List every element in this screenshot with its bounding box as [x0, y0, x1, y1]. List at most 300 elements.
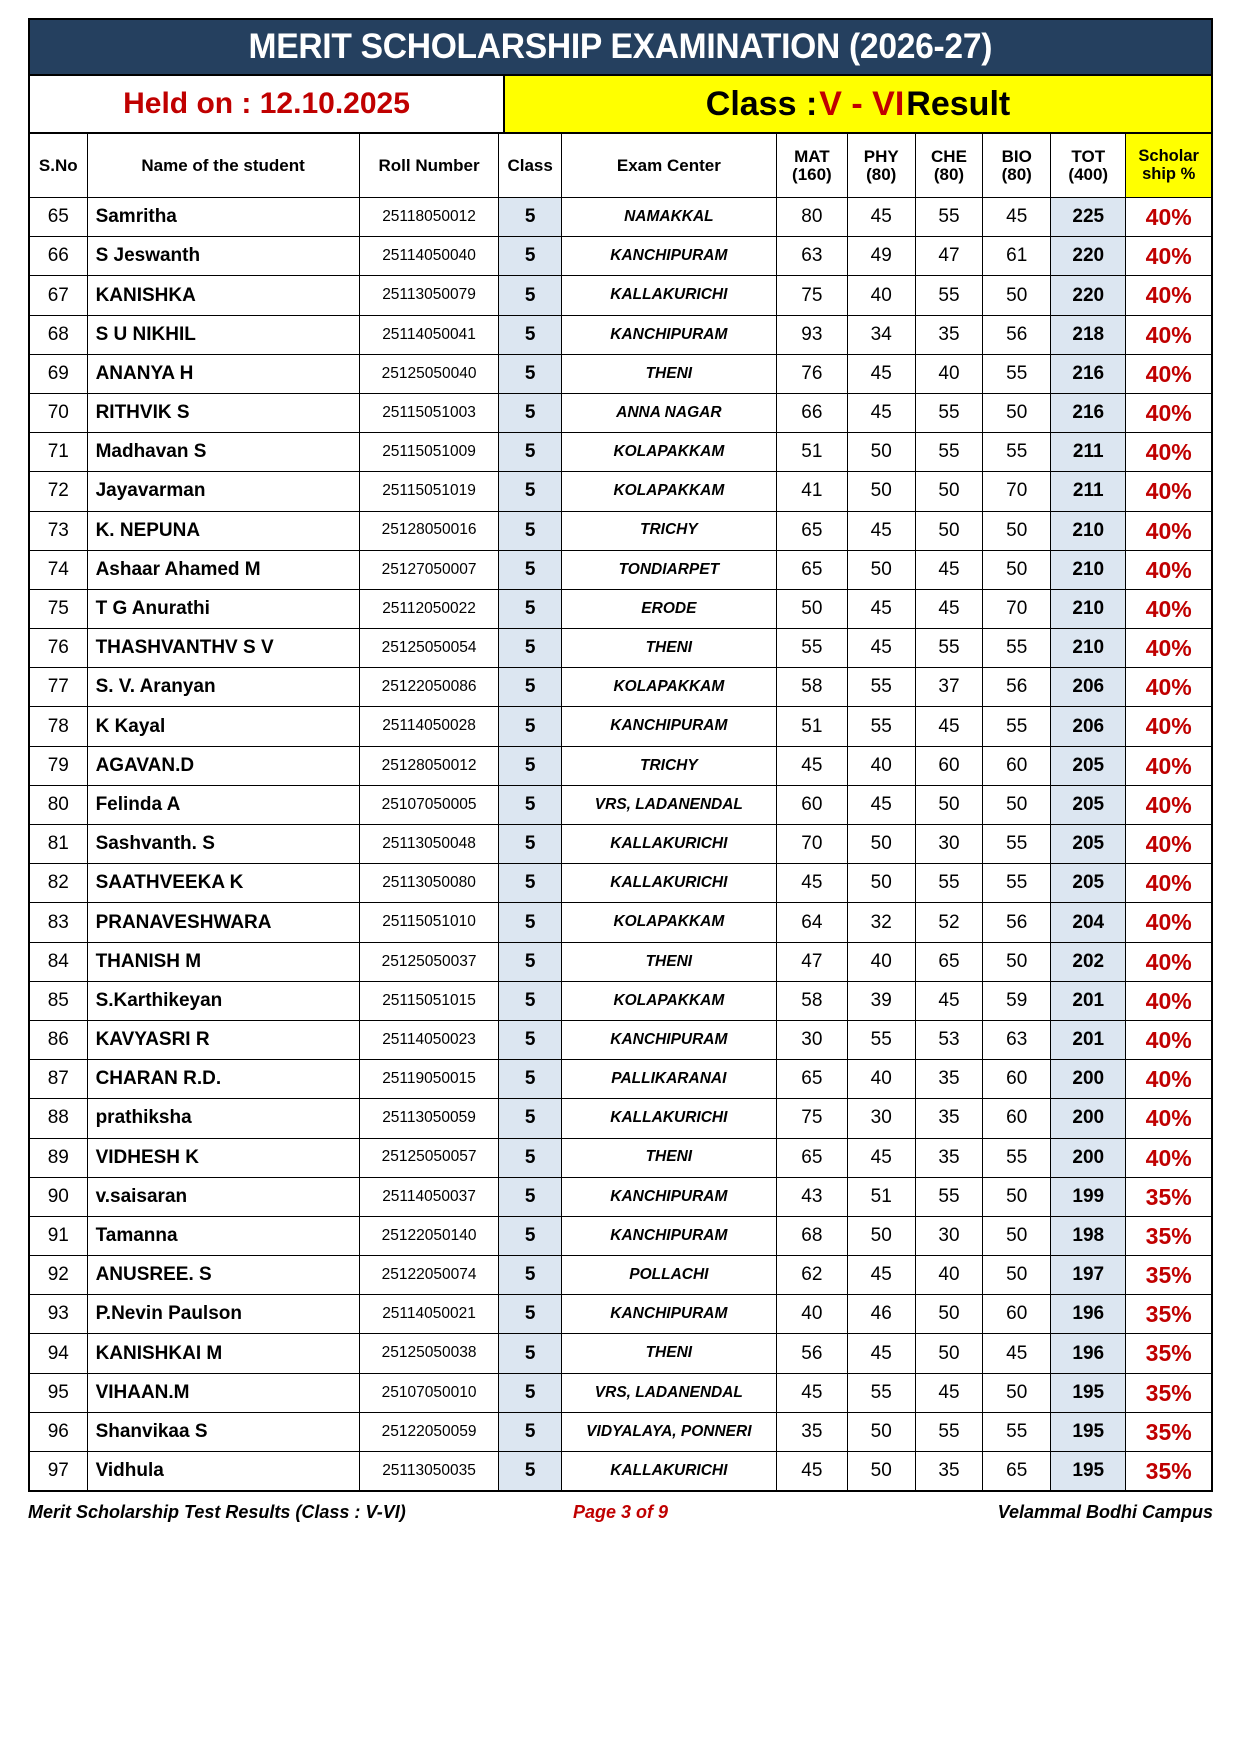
cell-phy: 40 — [847, 942, 915, 981]
cell-mat: 93 — [776, 315, 847, 354]
cell-bio: 50 — [983, 393, 1051, 432]
cell-roll: 25122050074 — [359, 1256, 499, 1295]
cell-class: 5 — [499, 1295, 561, 1334]
cell-tot: 210 — [1051, 589, 1126, 628]
cell-bio: 70 — [983, 589, 1051, 628]
cell-roll: 25128050012 — [359, 746, 499, 785]
table-row — [29, 864, 1212, 903]
cell-bio: 55 — [983, 1412, 1051, 1451]
cell-tot: 196 — [1051, 1295, 1126, 1334]
cell-tot: 210 — [1051, 629, 1126, 668]
cell-tot: 199 — [1051, 1177, 1126, 1216]
table-row — [29, 903, 1212, 942]
cell-roll: 25118050012 — [359, 198, 499, 237]
cell-phy: 49 — [847, 237, 915, 276]
cell-name: Ashaar Ahamed M — [87, 550, 359, 589]
cell-sch: 40% — [1126, 1020, 1212, 1059]
cell-che: 55 — [915, 198, 983, 237]
cell-phy: 50 — [847, 1216, 915, 1255]
cell-center: ANNA NAGAR — [561, 393, 776, 432]
cell-class: 5 — [499, 864, 561, 903]
cell-tot: 218 — [1051, 315, 1126, 354]
cell-che: 65 — [915, 942, 983, 981]
cell-che: 35 — [915, 1452, 983, 1491]
cell-center: KANCHIPURAM — [561, 1295, 776, 1334]
column-header-tot — [1051, 134, 1126, 198]
cell-name: KANISHKAI M — [87, 1334, 359, 1373]
cell-tot: 205 — [1051, 746, 1126, 785]
cell-roll: 25107050005 — [359, 785, 499, 824]
cell-sno: 85 — [29, 981, 87, 1020]
cell-mat: 75 — [776, 276, 847, 315]
cell-phy: 40 — [847, 746, 915, 785]
cell-center: VIDYALAYA, PONNERI — [561, 1412, 776, 1451]
cell-roll: 25114050037 — [359, 1177, 499, 1216]
cell-tot: 206 — [1051, 707, 1126, 746]
cell-roll: 25107050010 — [359, 1373, 499, 1412]
cell-roll: 25115051010 — [359, 903, 499, 942]
cell-phy: 45 — [847, 1256, 915, 1295]
cell-tot: 220 — [1051, 276, 1126, 315]
cell-sch: 40% — [1126, 746, 1212, 785]
cell-mat: 55 — [776, 629, 847, 668]
cell-name: VIDHESH K — [87, 1138, 359, 1177]
cell-name: PRANAVESHWARA — [87, 903, 359, 942]
cell-sno: 88 — [29, 1099, 87, 1138]
cell-che: 55 — [915, 1177, 983, 1216]
cell-sch: 40% — [1126, 707, 1212, 746]
cell-roll: 25127050007 — [359, 550, 499, 589]
cell-roll: 25115051009 — [359, 433, 499, 472]
cell-phy: 50 — [847, 1412, 915, 1451]
cell-class: 5 — [499, 1256, 561, 1295]
cell-tot: 216 — [1051, 393, 1126, 432]
cell-class: 5 — [499, 589, 561, 628]
cell-bio: 60 — [983, 746, 1051, 785]
cell-bio: 70 — [983, 472, 1051, 511]
cell-class: 5 — [499, 746, 561, 785]
table-row — [29, 981, 1212, 1020]
cell-che: 45 — [915, 550, 983, 589]
cell-name: Samritha — [87, 198, 359, 237]
cell-sno: 95 — [29, 1373, 87, 1412]
table-row — [29, 1334, 1212, 1373]
column-header-sublabel: (80) — [866, 164, 897, 184]
cell-roll: 25113050080 — [359, 864, 499, 903]
column-header-label: Class — [507, 155, 553, 175]
cell-sch: 40% — [1126, 472, 1212, 511]
cell-class: 5 — [499, 668, 561, 707]
cell-sno: 69 — [29, 354, 87, 393]
cell-che: 50 — [915, 1295, 983, 1334]
cell-sch: 40% — [1126, 315, 1212, 354]
cell-sno: 76 — [29, 629, 87, 668]
exam-title-banner — [28, 18, 1213, 76]
cell-sno: 77 — [29, 668, 87, 707]
cell-tot: 200 — [1051, 1138, 1126, 1177]
cell-name: S U NIKHIL — [87, 315, 359, 354]
table-row — [29, 785, 1212, 824]
column-header-label: S.No — [38, 155, 78, 175]
cell-mat: 63 — [776, 237, 847, 276]
cell-mat: 51 — [776, 707, 847, 746]
cell-bio: 61 — [983, 237, 1051, 276]
cell-phy: 50 — [847, 433, 915, 472]
cell-mat: 68 — [776, 1216, 847, 1255]
cell-bio: 50 — [983, 276, 1051, 315]
cell-mat: 65 — [776, 1138, 847, 1177]
cell-roll: 25114050040 — [359, 237, 499, 276]
cell-name: S. V. Aranyan — [87, 668, 359, 707]
cell-sno: 90 — [29, 1177, 87, 1216]
cell-center: KALLAKURICHI — [561, 1099, 776, 1138]
cell-mat: 45 — [776, 1373, 847, 1412]
table-row — [29, 198, 1212, 237]
cell-bio: 55 — [983, 354, 1051, 393]
table-row — [29, 707, 1212, 746]
cell-sno: 72 — [29, 472, 87, 511]
cell-che: 45 — [915, 981, 983, 1020]
cell-phy: 32 — [847, 903, 915, 942]
cell-sch: 40% — [1126, 511, 1212, 550]
cell-name: v.saisaran — [87, 1177, 359, 1216]
cell-tot: 201 — [1051, 981, 1126, 1020]
cell-tot: 197 — [1051, 1256, 1126, 1295]
table-row — [29, 668, 1212, 707]
cell-che: 40 — [915, 354, 983, 393]
cell-name: prathiksha — [87, 1099, 359, 1138]
column-header-label: PHY — [863, 146, 899, 166]
table-row — [29, 825, 1212, 864]
cell-che: 47 — [915, 237, 983, 276]
cell-sch: 40% — [1126, 785, 1212, 824]
cell-sch: 35% — [1126, 1334, 1212, 1373]
cell-sno: 97 — [29, 1452, 87, 1491]
cell-sch: 40% — [1126, 276, 1212, 315]
cell-roll: 25125050038 — [359, 1334, 499, 1373]
cell-bio: 55 — [983, 1138, 1051, 1177]
cell-sch: 40% — [1126, 825, 1212, 864]
cell-class: 5 — [499, 1412, 561, 1451]
cell-mat: 56 — [776, 1334, 847, 1373]
column-header-label: Exam Center — [616, 155, 721, 175]
cell-center: KANCHIPURAM — [561, 315, 776, 354]
cell-phy: 55 — [847, 1373, 915, 1412]
cell-bio: 60 — [983, 1099, 1051, 1138]
cell-mat: 65 — [776, 550, 847, 589]
subheader-bar — [28, 76, 1213, 134]
cell-bio: 60 — [983, 1295, 1051, 1334]
cell-phy: 45 — [847, 589, 915, 628]
column-header-class — [499, 134, 561, 198]
cell-center: KOLAPAKKAM — [561, 668, 776, 707]
cell-tot: 198 — [1051, 1216, 1126, 1255]
cell-roll: 25113050079 — [359, 276, 499, 315]
cell-name: THASHVANTHV S V — [87, 629, 359, 668]
cell-class: 5 — [499, 1138, 561, 1177]
cell-class: 5 — [499, 629, 561, 668]
table-row — [29, 1020, 1212, 1059]
cell-tot: 220 — [1051, 237, 1126, 276]
cell-che: 45 — [915, 1373, 983, 1412]
table-row — [29, 276, 1212, 315]
cell-sch: 40% — [1126, 668, 1212, 707]
table-row — [29, 1177, 1212, 1216]
cell-class: 5 — [499, 825, 561, 864]
page-title: MERIT SCHOLARSHIP EXAMINATION (2026-27) — [248, 27, 993, 66]
cell-bio: 55 — [983, 433, 1051, 472]
column-header-label: Scholar — [1138, 147, 1199, 166]
class-value: V - VI — [819, 84, 905, 123]
cell-center: THENI — [561, 1334, 776, 1373]
cell-che: 35 — [915, 1138, 983, 1177]
cell-sch: 35% — [1126, 1295, 1212, 1334]
cell-center: THENI — [561, 942, 776, 981]
cell-bio: 50 — [983, 1256, 1051, 1295]
cell-center: KANCHIPURAM — [561, 1216, 776, 1255]
cell-sno: 84 — [29, 942, 87, 981]
table-row — [29, 237, 1212, 276]
cell-name: ANUSREE. S — [87, 1256, 359, 1295]
cell-class: 5 — [499, 942, 561, 981]
page-number: Page 3 of 9 — [572, 1501, 669, 1522]
footer-right-text: Velammal Bodhi Campus — [997, 1501, 1213, 1522]
cell-tot: 202 — [1051, 942, 1126, 981]
cell-sch: 40% — [1126, 550, 1212, 589]
cell-mat: 40 — [776, 1295, 847, 1334]
cell-roll: 25114050028 — [359, 707, 499, 746]
cell-sno: 94 — [29, 1334, 87, 1373]
table-row — [29, 472, 1212, 511]
cell-name: S.Karthikeyan — [87, 981, 359, 1020]
cell-sch: 35% — [1126, 1256, 1212, 1295]
cell-center: THENI — [561, 1138, 776, 1177]
cell-center: KANCHIPURAM — [561, 1177, 776, 1216]
cell-tot: 196 — [1051, 1334, 1126, 1373]
cell-sch: 40% — [1126, 1138, 1212, 1177]
cell-sno: 81 — [29, 825, 87, 864]
cell-sch: 40% — [1126, 981, 1212, 1020]
cell-center: KOLAPAKKAM — [561, 433, 776, 472]
cell-roll: 25115051015 — [359, 981, 499, 1020]
cell-mat: 51 — [776, 433, 847, 472]
table-row — [29, 1060, 1212, 1099]
cell-phy: 50 — [847, 550, 915, 589]
cell-mat: 43 — [776, 1177, 847, 1216]
cell-sch: 40% — [1126, 864, 1212, 903]
cell-che: 40 — [915, 1256, 983, 1295]
cell-che: 50 — [915, 472, 983, 511]
cell-phy: 45 — [847, 393, 915, 432]
cell-bio: 59 — [983, 981, 1051, 1020]
cell-bio: 65 — [983, 1452, 1051, 1491]
cell-che: 53 — [915, 1020, 983, 1059]
table-header — [29, 134, 1212, 198]
cell-che: 35 — [915, 315, 983, 354]
cell-center: PALLIKARANAI — [561, 1060, 776, 1099]
cell-name: ANANYA H — [87, 354, 359, 393]
cell-sno: 86 — [29, 1020, 87, 1059]
cell-che: 50 — [915, 511, 983, 550]
cell-class: 5 — [499, 1334, 561, 1373]
cell-class: 5 — [499, 785, 561, 824]
cell-class: 5 — [499, 1060, 561, 1099]
cell-name: KAVYASRI R — [87, 1020, 359, 1059]
cell-sno: 66 — [29, 237, 87, 276]
cell-center: POLLACHI — [561, 1256, 776, 1295]
cell-tot: 211 — [1051, 433, 1126, 472]
table-row — [29, 1373, 1212, 1412]
cell-phy: 50 — [847, 1452, 915, 1491]
cell-che: 52 — [915, 903, 983, 942]
cell-center: KANCHIPURAM — [561, 707, 776, 746]
cell-phy: 40 — [847, 1060, 915, 1099]
cell-sch: 40% — [1126, 198, 1212, 237]
cell-bio: 55 — [983, 864, 1051, 903]
cell-class: 5 — [499, 707, 561, 746]
cell-tot: 200 — [1051, 1060, 1126, 1099]
column-header-phy — [847, 134, 915, 198]
cell-roll: 25125050054 — [359, 629, 499, 668]
cell-class: 5 — [499, 198, 561, 237]
cell-sno: 70 — [29, 393, 87, 432]
table-row — [29, 1452, 1212, 1491]
cell-class: 5 — [499, 903, 561, 942]
cell-mat: 62 — [776, 1256, 847, 1295]
cell-mat: 45 — [776, 864, 847, 903]
cell-roll: 25115051003 — [359, 393, 499, 432]
cell-mat: 35 — [776, 1412, 847, 1451]
table-row — [29, 315, 1212, 354]
cell-che: 30 — [915, 1216, 983, 1255]
cell-sno: 93 — [29, 1295, 87, 1334]
column-header-name — [87, 134, 359, 198]
cell-bio: 56 — [983, 903, 1051, 942]
table-row — [29, 433, 1212, 472]
cell-roll: 25114050023 — [359, 1020, 499, 1059]
page-footer — [28, 1502, 1213, 1523]
cell-sch: 35% — [1126, 1177, 1212, 1216]
cell-sno: 83 — [29, 903, 87, 942]
cell-tot: 195 — [1051, 1412, 1126, 1451]
cell-sno: 96 — [29, 1412, 87, 1451]
cell-bio: 50 — [983, 942, 1051, 981]
cell-sch: 35% — [1126, 1216, 1212, 1255]
cell-phy: 46 — [847, 1295, 915, 1334]
cell-phy: 55 — [847, 707, 915, 746]
cell-che: 55 — [915, 276, 983, 315]
cell-sch: 40% — [1126, 629, 1212, 668]
cell-roll: 25113050059 — [359, 1099, 499, 1138]
column-header-sublabel: (80) — [933, 164, 965, 184]
cell-name: Sashvanth. S — [87, 825, 359, 864]
cell-mat: 58 — [776, 668, 847, 707]
cell-tot: 210 — [1051, 550, 1126, 589]
cell-phy: 45 — [847, 785, 915, 824]
cell-sno: 82 — [29, 864, 87, 903]
cell-sch: 35% — [1126, 1373, 1212, 1412]
cell-center: TRICHY — [561, 511, 776, 550]
cell-sno: 80 — [29, 785, 87, 824]
cell-tot: 201 — [1051, 1020, 1126, 1059]
table-row — [29, 511, 1212, 550]
cell-che: 60 — [915, 746, 983, 785]
cell-tot: 204 — [1051, 903, 1126, 942]
cell-roll: 25112050022 — [359, 589, 499, 628]
cell-tot: 195 — [1051, 1373, 1126, 1412]
cell-bio: 60 — [983, 1060, 1051, 1099]
cell-sch: 40% — [1126, 903, 1212, 942]
cell-sno: 78 — [29, 707, 87, 746]
cell-che: 35 — [915, 1060, 983, 1099]
cell-roll: 25125050040 — [359, 354, 499, 393]
cell-mat: 45 — [776, 1452, 847, 1491]
table-row — [29, 1216, 1212, 1255]
cell-che: 55 — [915, 864, 983, 903]
cell-phy: 55 — [847, 1020, 915, 1059]
cell-class: 5 — [499, 433, 561, 472]
cell-mat: 75 — [776, 1099, 847, 1138]
cell-class: 5 — [499, 354, 561, 393]
cell-che: 45 — [915, 707, 983, 746]
cell-class: 5 — [499, 315, 561, 354]
cell-bio: 50 — [983, 550, 1051, 589]
cell-sno: 87 — [29, 1060, 87, 1099]
cell-mat: 50 — [776, 589, 847, 628]
cell-center: KOLAPAKKAM — [561, 903, 776, 942]
cell-phy: 50 — [847, 864, 915, 903]
cell-bio: 55 — [983, 629, 1051, 668]
cell-che: 55 — [915, 393, 983, 432]
cell-name: S Jeswanth — [87, 237, 359, 276]
cell-name: Tamanna — [87, 1216, 359, 1255]
column-header-sublabel: (80) — [1001, 164, 1032, 184]
cell-phy: 30 — [847, 1099, 915, 1138]
cell-bio: 55 — [983, 707, 1051, 746]
table-row — [29, 1099, 1212, 1138]
table-row — [29, 746, 1212, 785]
cell-bio: 45 — [983, 1334, 1051, 1373]
cell-tot: 205 — [1051, 864, 1126, 903]
footer-left-text: Merit Scholarship Test Results (Class : V-VI) — [28, 1501, 406, 1522]
cell-class: 5 — [499, 1373, 561, 1412]
cell-bio: 50 — [983, 1373, 1051, 1412]
cell-mat: 30 — [776, 1020, 847, 1059]
cell-tot: 211 — [1051, 472, 1126, 511]
cell-tot: 205 — [1051, 825, 1126, 864]
cell-roll: 25114050041 — [359, 315, 499, 354]
cell-sch: 40% — [1126, 942, 1212, 981]
cell-roll: 25114050021 — [359, 1295, 499, 1334]
cell-center: TRICHY — [561, 746, 776, 785]
cell-center: THENI — [561, 629, 776, 668]
cell-mat: 66 — [776, 393, 847, 432]
table-row — [29, 354, 1212, 393]
cell-name: Jayavarman — [87, 472, 359, 511]
cell-sno: 92 — [29, 1256, 87, 1295]
cell-sno: 74 — [29, 550, 87, 589]
table-row — [29, 1412, 1212, 1451]
cell-bio: 50 — [983, 1177, 1051, 1216]
cell-center: NAMAKKAL — [561, 198, 776, 237]
cell-phy: 51 — [847, 1177, 915, 1216]
cell-center: VRS, LADANENDAL — [561, 1373, 776, 1412]
cell-name: Felinda A — [87, 785, 359, 824]
table-row — [29, 1138, 1212, 1177]
results-table — [28, 133, 1213, 1492]
cell-mat: 65 — [776, 1060, 847, 1099]
column-header-sch — [1126, 134, 1212, 198]
